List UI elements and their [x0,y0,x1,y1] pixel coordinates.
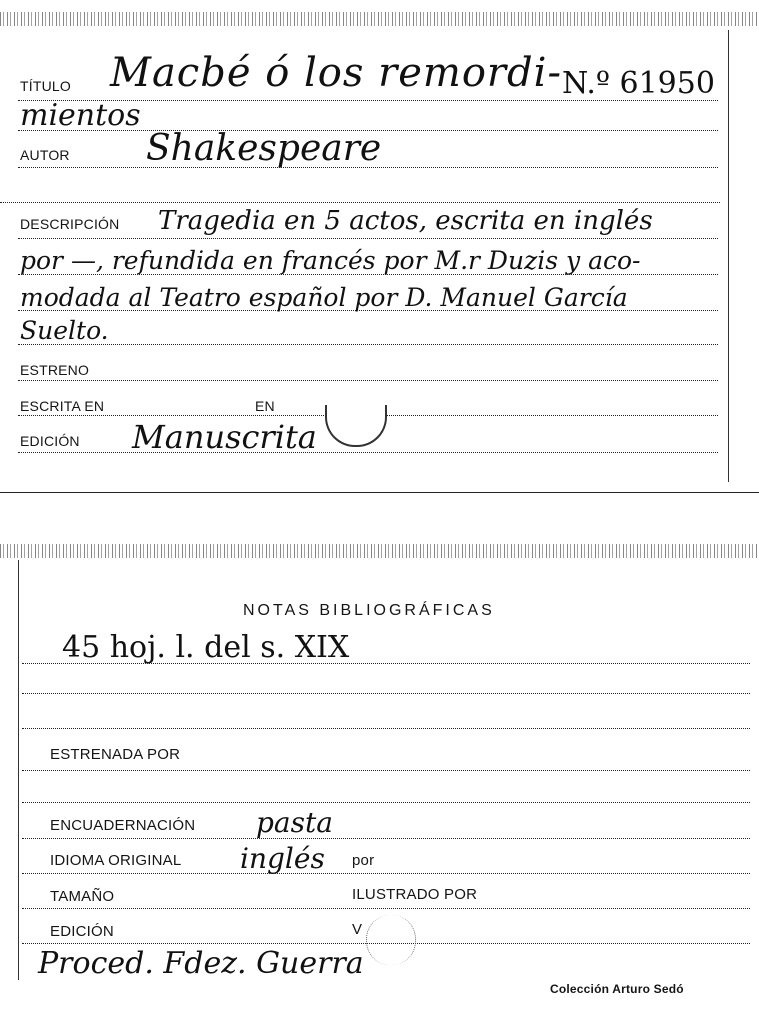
rule-encuadernacion [22,838,750,839]
rule-notas-3 [22,728,750,729]
rule-desc-3 [18,310,718,311]
tamano-label: TAMAÑO [50,888,115,905]
por-label: por [352,852,375,869]
v-label: V [352,921,363,938]
card-right-border [728,30,729,482]
autor-label: AUTOR [20,147,70,163]
rule-notas-2 [22,693,750,694]
notas-heading: NOTAS BIBLIOGRÁFICAS [243,602,495,619]
rule-idioma [22,873,750,874]
rule-edicion [18,452,718,453]
idioma-value: inglés [240,842,325,875]
ilustrado-label: ILUSTRADO POR [352,886,478,903]
rule-desc-4 [18,344,718,345]
rule-desc-2 [18,274,718,275]
procedencia-value: Proced. Fdez. Guerra [38,946,364,981]
titulo-label: TÍTULO [20,78,71,94]
estrenada-label: ESTRENADA POR [50,746,181,763]
estreno-label: ESTRENO [20,362,90,378]
en-label: EN [255,398,275,414]
punch-hole-bottom [366,915,416,965]
card-edge-texture [0,12,759,26]
edicion-label-bottom: EDICIÓN [50,923,114,940]
descripcion-label: DESCRIPCIÓN [20,216,120,232]
autor-value: Shakespeare [146,128,382,169]
encuadernacion-label: ENCUADERNACIÓN [50,817,196,834]
numero-value: N.º 61950 [562,66,715,101]
card-edge-texture-bottom [0,544,759,558]
catalog-card-top [0,0,759,492]
escrita-en-label: ESCRITA EN [20,398,105,414]
catalog-card-bottom [0,530,759,1028]
rule-autor [18,167,718,168]
rule-estreno [18,380,718,381]
coleccion-label: Colección Arturo Sedó [550,982,684,996]
encuadernacion-value: pasta [256,806,333,839]
rule-desc-1 [18,238,718,239]
descripcion-line-4: Suelto. [20,316,109,345]
descripcion-line-2: por —, refundida en francés por M.r Duzis y aco- [20,246,641,275]
rule-blank-1 [0,202,720,203]
card-divider [0,492,759,493]
rule-tamano [22,908,750,909]
titulo-cont: mientos [20,98,141,133]
rule-blank-2 [22,802,750,803]
rule-estrenada [22,770,750,771]
descripcion-line-3: modada al Teatro español por D. Manuel García [20,283,628,312]
card-left-border [18,560,19,980]
titulo-value: Macbé ó los remordi- [110,50,562,96]
descripcion-line-1: Tragedia en 5 actos, escrita en inglés [158,206,653,236]
notas-value: 45 hoj. l. del s. XIX [62,630,350,665]
edicion-value: Manuscrita [132,418,317,456]
rule-notas-1 [22,663,750,664]
edicion-label: EDICIÓN [20,433,80,449]
punch-hole [325,405,387,447]
idioma-label: IDIOMA ORIGINAL [50,852,182,869]
